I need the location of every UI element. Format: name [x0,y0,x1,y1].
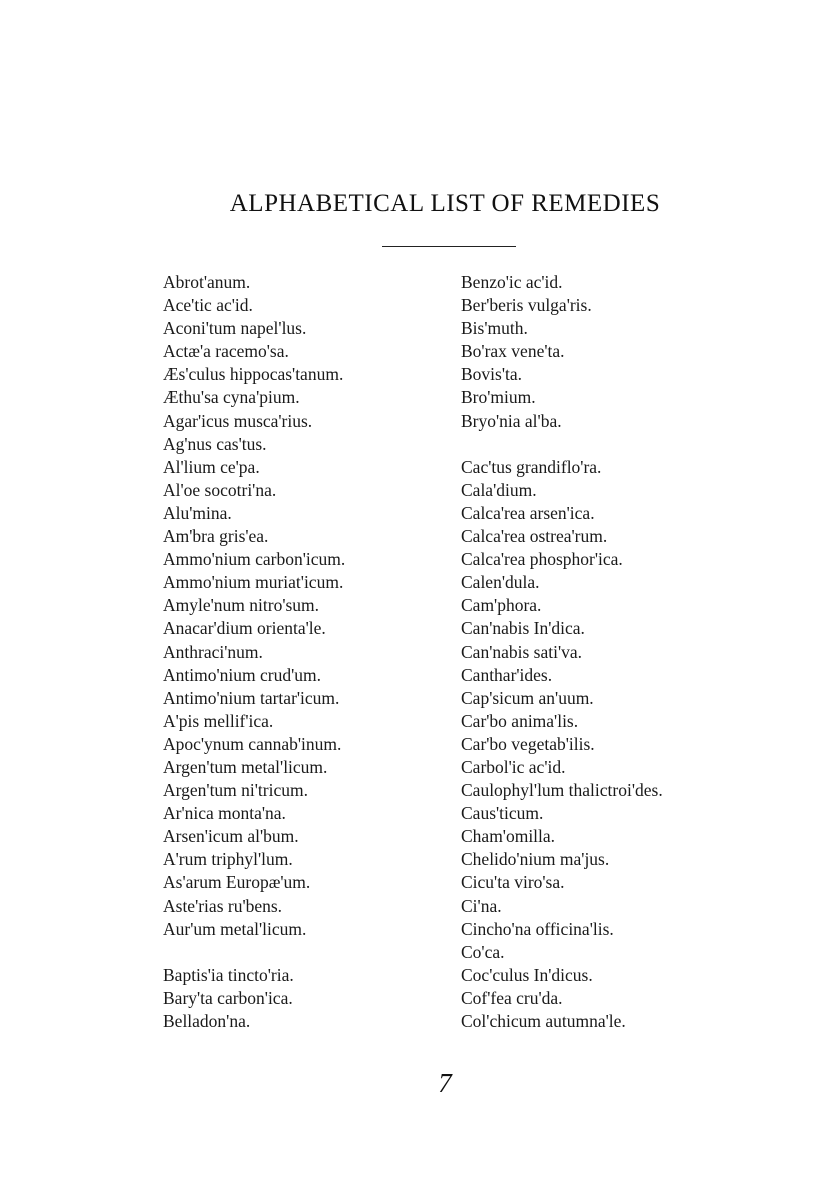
remedy-entry: Argen'tum metal'licum. [163,756,328,777]
page-number: 7 [438,1068,452,1098]
remedy-list-left-column [163,271,345,1033]
remedy-entry: Cac'tus grandiflo'ra. [461,456,602,477]
remedy-entry: Æthu'sa cyna'pium. [163,387,300,408]
remedy-entry: Ammo'nium carbon'icum. [163,549,346,570]
remedy-entry: Carbol'ic ac'id. [461,756,566,777]
remedy-entry: Bro'mium. [461,387,536,408]
remedy-entry: Cicu'ta viro'sa. [461,872,565,893]
remedy-entry: Aur'um metal'licum. [163,918,307,939]
remedy-entry: Actæ'a racemo'sa. [163,341,289,362]
remedy-entry: Canthar'ides. [461,664,553,685]
remedy-entry: Arsen'icum al'bum. [163,826,299,847]
remedy-entry: Cof'fea cru'da. [461,987,563,1008]
remedy-entry: Am'bra gris'ea. [163,526,269,547]
remedy-entry: Agar'icus musca'rius. [163,410,313,431]
remedy-entry: Antimo'nium tartar'icum. [163,687,340,708]
title-rule [382,246,516,247]
remedy-entry: Amyle'num nitro'sum. [163,595,320,616]
remedy-entry: Belladon'na. [163,1011,251,1031]
list-gap [163,941,345,964]
remedy-entry: Bary'ta carbon'ica. [163,987,293,1008]
remedy-entry: Cincho'na officina'lis. [461,918,614,939]
remedy-entry: Argen'tum ni'tricum. [163,780,308,801]
remedy-entry: Caulophyl'lum thalictroi'des. [461,780,663,801]
remedy-entry: Antimo'nium crud'um. [163,664,321,685]
remedy-entry: Caus'ticum. [461,803,544,824]
remedy-entry: Anthraci'num. [163,641,263,662]
remedy-entry: Bryo'nia al'ba. [461,410,562,431]
remedy-entry: Cham'omilla. [461,826,556,847]
remedy-entry: Ber'beris vulga'ris. [461,295,592,316]
remedy-entry: Can'nabis sati'va. [461,641,583,662]
remedy-entry: Abrot'anum. [163,272,251,292]
remedy-entry: A'pis mellif'ica. [163,710,274,731]
remedy-entry: Bis'muth. [461,318,528,339]
page-title: ALPHABETICAL LIST OF REMEDIES [229,190,661,217]
remedy-entry: Coc'culus In'dicus. [461,964,593,985]
remedy-entry: Benzo'ic ac'id. [461,272,563,292]
remedy-entry: Cam'phora. [461,595,542,616]
remedy-entry: Anacar'dium orienta'le. [163,618,326,639]
remedy-entry: Al'lium ce'pa. [163,456,260,477]
remedy-entry: Chelido'nium ma'jus. [461,849,610,870]
remedy-entry: Calca'rea ostrea'rum. [461,526,608,547]
remedy-entry: Baptis'ia tincto'ria. [163,964,294,985]
remedy-entry: Calca'rea phosphor'ica. [461,549,623,570]
remedy-entry: Aconi'tum napel'lus. [163,318,307,339]
remedy-entry: Ci'na. [461,895,502,916]
remedy-entry: Æs'culus hippocas'tanum. [163,364,344,385]
remedy-entry: Ammo'nium muriat'icum. [163,572,344,593]
remedy-entry: Cap'sicum an'uum. [461,687,594,708]
remedy-entry: Ag'nus cas'tus. [163,433,267,454]
remedy-entry: As'arum Europæ'um. [163,872,311,893]
remedy-entry: Ar'nica monta'na. [163,803,286,824]
list-gap [461,433,663,456]
remedy-entry: A'rum triphyl'lum. [163,849,293,870]
remedy-entry: Alu'mina. [163,502,232,523]
remedy-entry: Calen'dula. [461,572,540,593]
remedy-entry: Calca'rea arsen'ica. [461,502,595,523]
remedy-list-right-column [461,271,663,1033]
remedy-entry: Al'oe socotri'na. [163,479,277,500]
remedy-entry: Car'bo vegetab'ilis. [461,733,595,754]
remedy-entry: Ace'tic ac'id. [163,295,253,316]
remedy-entry: Co'ca. [461,941,505,962]
remedy-entry: Bo'rax vene'ta. [461,341,565,362]
remedy-entry: Aste'rias ru'bens. [163,895,283,916]
remedy-entry: Bovis'ta. [461,364,523,385]
remedy-entry: Can'nabis In'dica. [461,618,585,639]
remedy-entry: Apoc'ynum cannab'inum. [163,733,342,754]
remedy-entry: Col'chicum autumna'le. [461,1011,626,1031]
remedy-entry: Car'bo anima'lis. [461,710,579,731]
remedy-entry: Cala'dium. [461,479,537,500]
